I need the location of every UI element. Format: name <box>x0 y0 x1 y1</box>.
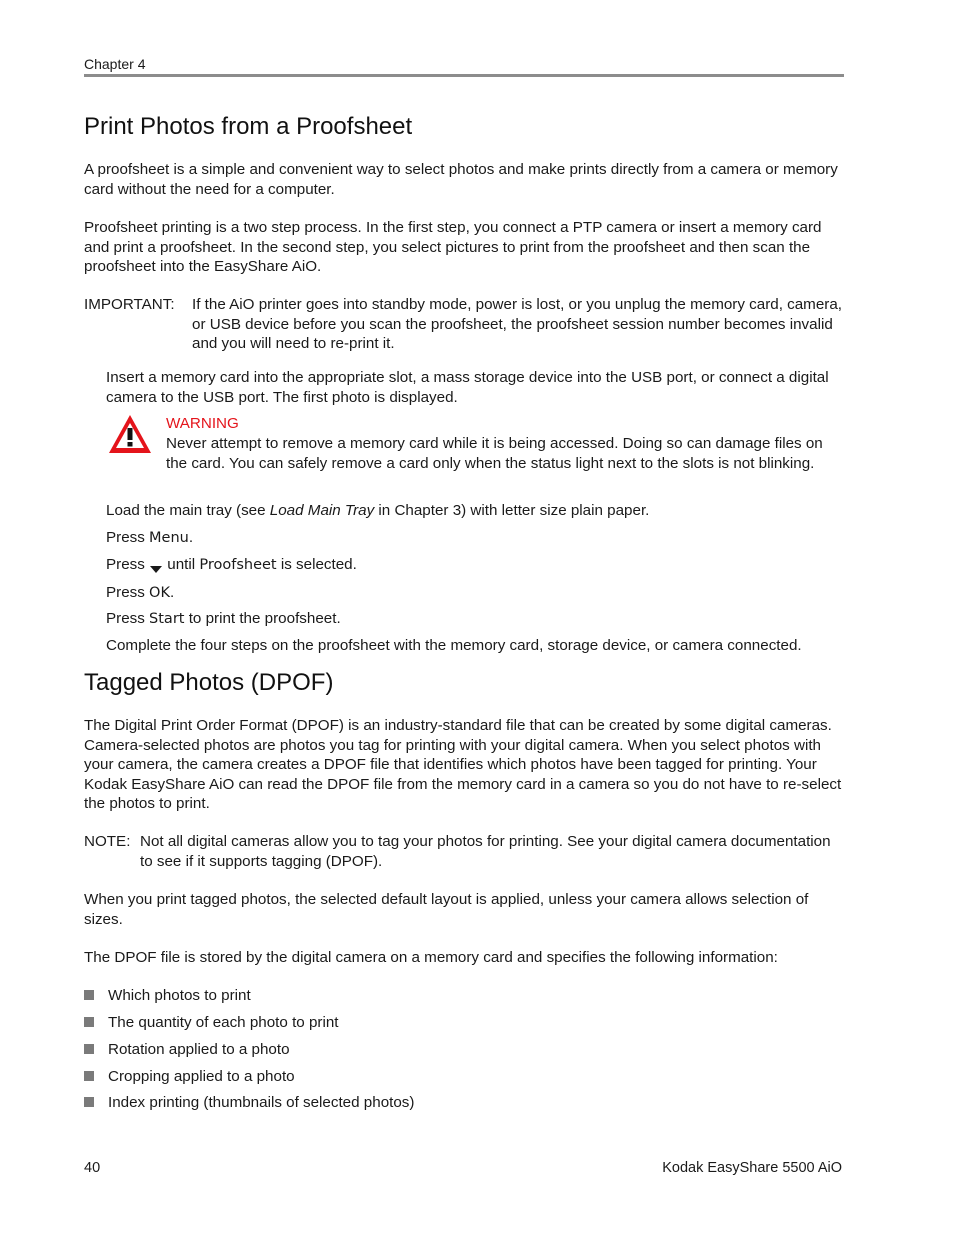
proofsheet-process: Proofsheet printing is a two step process. In the first step, you connect a PTP camera or insert a memory card and print a proofsheet. In the second step, you select pictures to print from the proofsheet and then scan the proofsheet into the EasyShare AiO. <box>84 219 822 275</box>
step-press-start-post: to print the proofsheet. <box>184 610 341 627</box>
step-press-start <box>106 609 846 630</box>
ok-key: OK <box>149 585 170 601</box>
dpof-intro: The Digital Print Order Format (DPOF) is an industry-standard file that can be created by some digital cameras. Camera-selected photos are photos you tag for printing with your digital camera. When you select photos with your camera, the camera creates a DPOF file that identifies which photos have been tagged for printing. Your Kodak EasyShare AiO can read the DPOF file from the memory card in a camera so you do not have to re-select the photos to print. <box>84 717 842 812</box>
note-label: NOTE: <box>84 833 131 850</box>
step-press-menu <box>106 528 846 549</box>
important-text: If the AiO printer goes into standby mode, power is lost, or you unplug the memory card, camera, or USB device before you scan the proofsheet, the proofsheet session number becomes invalid and you will need to re-print it. <box>192 296 843 352</box>
chapter-label: Chapter 4 <box>84 56 146 72</box>
dpof-layout-paragraph: When you print tagged photos, the selected default layout is applied, unless your camera allows selection of sizes. <box>84 891 809 928</box>
step-press-ok-post: . <box>169 584 175 601</box>
step-select-proofsheet-pre: Press <box>106 556 150 573</box>
square-bullet-icon <box>84 1097 94 1107</box>
step-load-tray-link: Load Main Tray <box>269 502 375 519</box>
square-bullet-icon <box>84 990 94 1000</box>
step-press-menu-pre: Press <box>106 529 150 546</box>
header-rule <box>84 74 844 77</box>
warning-title: WARNING <box>166 415 239 432</box>
proofsheet-intro: A proofsheet is a simple and convenient way to select photos and make prints directly from a camera or memory card without the need for a computer. <box>84 161 838 198</box>
product-name: Kodak EasyShare 5500 AiO <box>662 1160 842 1176</box>
step-press-ok-pre: Press <box>106 584 150 601</box>
square-bullet-icon <box>84 1017 94 1027</box>
square-bullet-icon <box>84 1044 94 1054</box>
step-press-menu-post: . <box>188 529 194 546</box>
page-number: 40 <box>84 1160 101 1176</box>
section-title-dpof: Tagged Photos (DPOF) <box>84 669 334 696</box>
proofsheet-key: Proofsheet <box>199 557 277 573</box>
step-complete: Complete the four steps on the proofsheet with the memory card, storage device, or camera connected. <box>106 637 802 654</box>
step-press-ok <box>106 583 846 604</box>
step-select-proofsheet-mid: until <box>163 556 200 573</box>
warning-text: Never attempt to remove a memory card while it is being accessed. Doing so can damage files on the card. You can safely remove a card only when the status light next to the slots is not blinking. <box>166 435 823 472</box>
important-label: IMPORTANT: <box>84 296 175 313</box>
step-load-tray-pre: Load the main tray (see <box>106 502 270 519</box>
step-select-proofsheet-post: is selected. <box>276 556 357 573</box>
section-title-proofsheet: Print Photos from a Proofsheet <box>84 113 413 140</box>
down-arrow-icon <box>149 560 163 570</box>
menu-key: Menu <box>149 530 189 546</box>
start-key: Start <box>149 611 185 627</box>
note-text: Not all digital cameras allow you to tag your photos for printing. See your digital camera documentation to see if it supports tagging (DPOF). <box>140 833 831 870</box>
step-insert-card: Insert a memory card into the appropriate slot, a mass storage device into the USB port, or connect a digital camera to the USB port. The first photo is displayed. <box>106 369 829 406</box>
step-load-tray <box>106 501 846 521</box>
step-select-proofsheet <box>106 555 846 576</box>
step-load-tray-post: in Chapter 3) with letter size plain paper. <box>374 502 650 519</box>
dpof-file-paragraph: The DPOF file is stored by the digital camera on a memory card and specifies the following information: <box>84 949 778 966</box>
warning-triangle-icon <box>106 412 154 456</box>
step-press-start-pre: Press <box>106 610 150 627</box>
square-bullet-icon <box>84 1071 94 1081</box>
